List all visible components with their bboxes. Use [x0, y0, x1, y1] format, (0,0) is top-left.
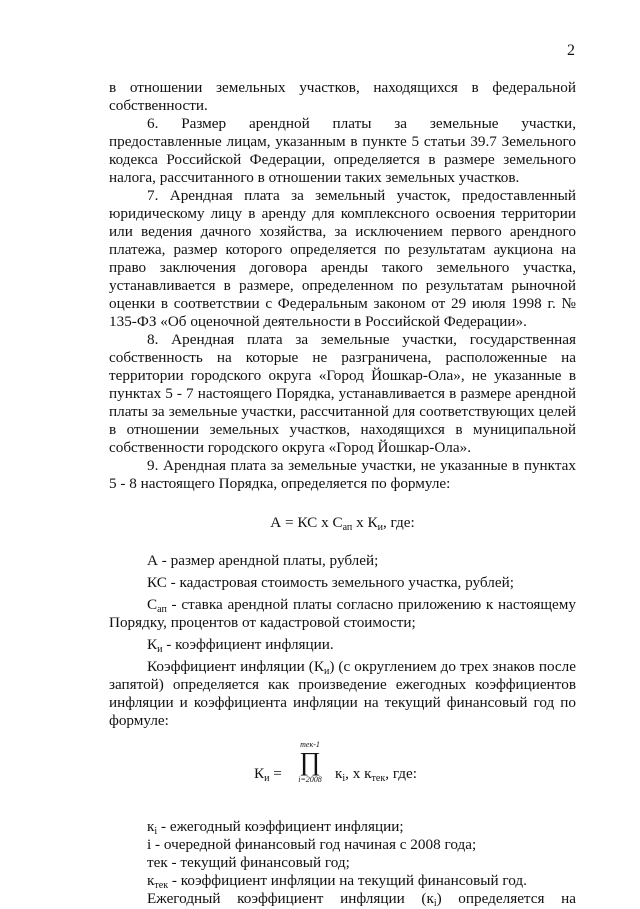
definition-a: А - размер арендной платы, рублей;	[147, 552, 379, 569]
product-symbol: ∏	[299, 747, 321, 776]
page-number: 2	[567, 42, 575, 59]
paragraph-6: 6. Размер арендной платы за земельные участки, предоставленные лицам, указанным в пункте 5 статьи 39.7 Земельного кодекса Российской Федерации, определяется в размере земельного налога, рассчитанного в отношении таких земельных участков.	[109, 115, 576, 186]
document-body	[109, 79, 576, 908]
product-upper-limit: тек-1	[300, 740, 320, 749]
inflation-formula: $К_и$ = тек-1 ∏ i=2008 $к_i$, х $к_{тек}$, где:	[254, 740, 417, 784]
last-line: Ежегодный коэффициент инфляции $(к_i)$ определяется на	[147, 890, 576, 909]
definition-i: i - очередной финансовый год начиная с 2008 года;	[147, 836, 477, 853]
product-operator	[295, 740, 325, 784]
definition-tek: тек - текущий финансовый год;	[147, 854, 350, 871]
product-lower-limit: i=2008	[298, 775, 322, 784]
definition-ki: $К_и$ - коэффициент инфляции.	[147, 636, 334, 655]
definition-sap: $С_{ап}$ - ставка арендной платы согласно приложению к настоящему Порядку, процентов от кадастровой стоимости;	[109, 596, 576, 631]
definition-ktek: $к_{тек}$ - коэффициент инфляции на текущий финансовый год.	[147, 872, 527, 891]
inflation-paragraph: Коэффициент инфляции $(К_и)$ (с округлением до трех знаков после запятой) определяется как произведение ежегодных коэффициентов инфляции и коэффициента инфляции на текущий финансовый год по формуле:	[109, 658, 576, 729]
paragraph-8: 8. Арендная плата за земельные участки, государственная собственность на которые не разграничена, расположенные на территории городского округа «Город Йошкар-Ола», не указанные в пунктах 5 - 7 настоящего Порядка, устанавливается в размере арендной платы за земельные участки, рассчитанной для соответствующих целей в отношении земельных участков, находящихся в муниципальной собственности городского округа «Город Йошкар-Ола».	[109, 331, 576, 456]
rent-formula: А = КС х $С_{ап}$ х $К_и$, где:	[270, 514, 415, 533]
paragraph-7: 7. Арендная плата за земельный участок, предоставленный юридическому лицу в аренду для комплексного освоения территории или ведения дачного хозяйства, за исключением первого арендного платежа, размер которого определяется по результатам аукциона на право заключения договора аренды такого земельного участка, устанавливается в размере, определенном по результатам рыночной оценки в соответствии с Федеральным законом от 29 июля 1998 г. № 135-ФЗ «Об оценочной деятельности в Российской Федерации».	[109, 187, 576, 330]
paragraph-continuation: в отношении земельных участков, находящихся в федеральной собственности.	[109, 79, 576, 114]
paragraph-9: 9. Арендная плата за земельные участки, не указанные в пунктах 5 - 8 настоящего Порядка, определяется по формуле:	[109, 457, 576, 492]
definition-ki-annual: $к_i$ - ежегодный коэффициент инфляции;	[147, 818, 404, 837]
definition-ks: КС - кадастровая стоимость земельного участка, рублей;	[147, 574, 514, 591]
